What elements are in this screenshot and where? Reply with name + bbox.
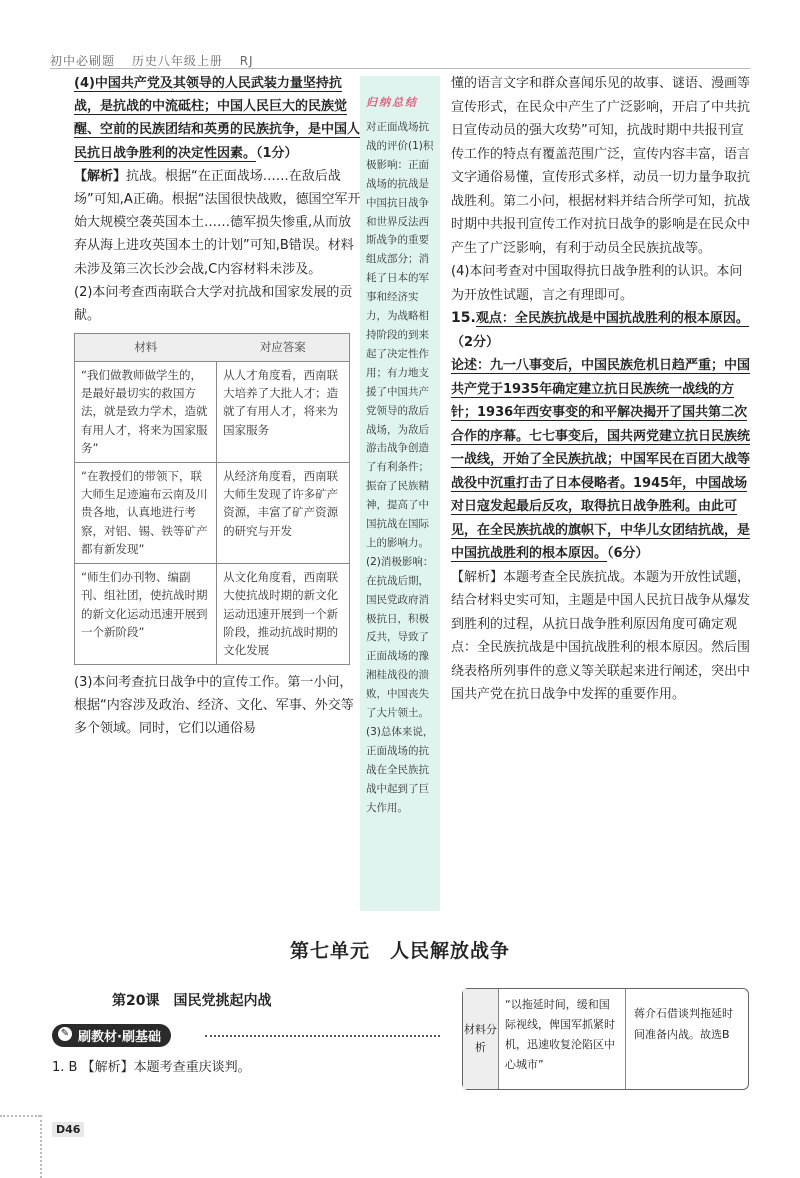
header-book: 初中必刷题 xyxy=(50,54,116,68)
summary-body: 对正面战场抗战的评价(1)积极影响：正面战场的抗战是中国抗日战争和世界反法西斯战争的重要组成部分；消耗了日本的军事和经济实力，为战略相持阶段的到来起了决定性作用；有力地支援了中国共产党领导的敌后战场，为敌后游击战争创造了有利条件；振奋了民族精神，提高了中国抗战在国际上的影响力。(2)消极影响：在抗战后期，国民党政府消极抗日，积极反共，导致了正面战场的豫湘桂战役的溃败，中国丧失了大片领土。(3)总体来说，正面战场的抗战在全民族抗战中起到了巨大作用。 xyxy=(366,121,434,814)
badge-label: 刷教材·刷基础 xyxy=(78,1030,161,1045)
material-analysis-box xyxy=(462,988,749,1090)
table-cell: “师生们办刊物、编副刊、组社团，使抗战时期的新文化运动迅速开展到一个新阶段” xyxy=(75,563,217,664)
analysis-4: (4)本问考查对中国取得抗日战争胜利的认识。本问为开放性试题，言之有理即可。 xyxy=(451,264,743,303)
table-cell: “我们做教师做学生的，是最好最切实的救国方法，就是致力学术，造就有用人才，将来为国家服务” xyxy=(75,361,217,462)
running-header xyxy=(50,52,266,69)
page-edge-mark xyxy=(0,1115,40,1117)
unit-title: 第七单元 人民解放战争 xyxy=(289,940,510,962)
right-column xyxy=(451,72,751,707)
page-number: D46 xyxy=(52,1122,84,1137)
dotted-divider xyxy=(205,1035,440,1037)
analysis-3: (3)本问考查抗日战争中的宣传工作。第一小问，根据“内容涉及政治、经济、文化、军事、外交等多个领域。同时，它们以通俗易 xyxy=(74,674,354,737)
q15-analysis: 【解析】本题考查全民族抗战。本题为开放性试题，结合材料史实可知，主题是中国人民抗日战争从爆发到胜利的过程，从抗日战争胜利原因角度可确定观点：全民族抗战是中国抗战胜利的根本原因。然后围绕表格所列事件的意义等关联起来进行阐述，突出中国共产党在抗日战争中发挥的重要作用。 xyxy=(451,569,751,702)
table-head-answer: 对应答案 xyxy=(217,334,350,361)
left-column xyxy=(74,72,364,740)
box-label: 材料分析 xyxy=(463,989,499,1089)
analysis-2: (2)本问考查西南联合大学对抗战和国家发展的贡献。 xyxy=(74,284,353,324)
lesson-title: 第20课 国民党挑起内战 xyxy=(112,993,272,1009)
table-cell: 从文化角度看，西南联大使抗战时期的新文化运动迅速开展到一个新阶段，推动抗战时期的文化发展 xyxy=(217,563,350,664)
answer-4: (4)中国共产党及其领导的人民武装力量坚持抗战，是抗战的中流砥柱；中国人民巨大的民族觉醒、空前的民族团结和英勇的民族抗争，是中国人民抗日战争胜利的决定性因素。（1分） xyxy=(74,76,361,161)
table-cell: 从人才角度看，西南联大培养了大批人才；造就了有用人才，将来为国家服务 xyxy=(217,361,350,462)
table-row xyxy=(75,563,350,664)
box-answer: 蒋介石借谈判拖延时间准备内战。故选B xyxy=(634,1007,733,1041)
book-icon: ✎ xyxy=(58,1027,72,1041)
q15-view: 15.观点：全民族抗战是中国抗战胜利的根本原因。（2分） xyxy=(451,310,749,350)
table-row xyxy=(75,462,350,563)
section-badge xyxy=(52,1024,171,1047)
table-header xyxy=(75,334,350,361)
summary-title: 归纳总结 xyxy=(366,96,418,109)
table-row xyxy=(75,361,350,462)
table-head-material: 材料 xyxy=(75,334,217,361)
analysis-3-cont: 懂的语言文字和群众喜闻乐见的故事、谜语、漫画等宣传形式，在民众中产生了广泛影响，开启了中共抗日宣传动员的强大攻势”可知，抗战时期中共报刊宣传工作的特点有覆盖范围广泛，宣传内容丰富，语言文字通俗易懂，宣传形式多样，动员一切力量争取抗战胜利。第二小问，根据材料并结合所学可知，抗战时期中共报刊宣传工作对抗日战争的影响是在民众中产生了广泛影响，有利于动员全民族抗战等。 xyxy=(451,76,751,256)
q15-argument: 论述：九一八事变后，中国民族危机日趋严重；中国共产党于1935年确定建立抗日民族统一战线的方针；1936年西安事变的和平解决揭开了国共第二次合作的序幕。七七事变后，国共两党建立抗日民族统一战线，开始了全民族抗战；中国军民在百团大战等战役中沉重打击了日本侵略者。1945年，中国战场对日寇发起最后反攻，取得抗日战争胜利。由此可见，在全民族抗战的旗帜下，中华儿女团结抗战，是中国抗战胜利的根本原因。（6分） xyxy=(451,358,751,561)
box-material: “以拖延时间，缓和国际视线，俾国军抓紧时机，迅速收复沦陷区中心城市” xyxy=(499,989,626,1089)
answer-1: 1. B 【解析】本题考查重庆谈判。 xyxy=(52,1060,251,1075)
summary-sidebar xyxy=(360,76,440,911)
page-edge-mark xyxy=(40,1115,42,1178)
analysis-1: 【解析】抗战。根据“在正面战场……在敌后战场”可知,A正确。根据“法国很快战败，德国空军开始大规模空袭英国本土……德军损失惨重,从而放弃从海上进攻英国本土的计划”可知,B错误。材料未涉及第三次长沙会战,C内容材料未涉及。 xyxy=(74,168,361,277)
header-rule xyxy=(50,68,750,69)
table-cell: “在教授们的带领下，联大师生足迹遍布云南及川贵各地，认真地进行考察，对铝、锡、铁等矿产都有新发现” xyxy=(75,462,217,563)
header-edition: RJ xyxy=(239,54,254,68)
table-cell: 从经济角度看，西南联大师生发现了许多矿产资源，丰富了矿产资源的研究与开发 xyxy=(217,462,350,563)
header-subject: 历史八年级上册 xyxy=(131,54,223,68)
material-table xyxy=(74,333,350,665)
